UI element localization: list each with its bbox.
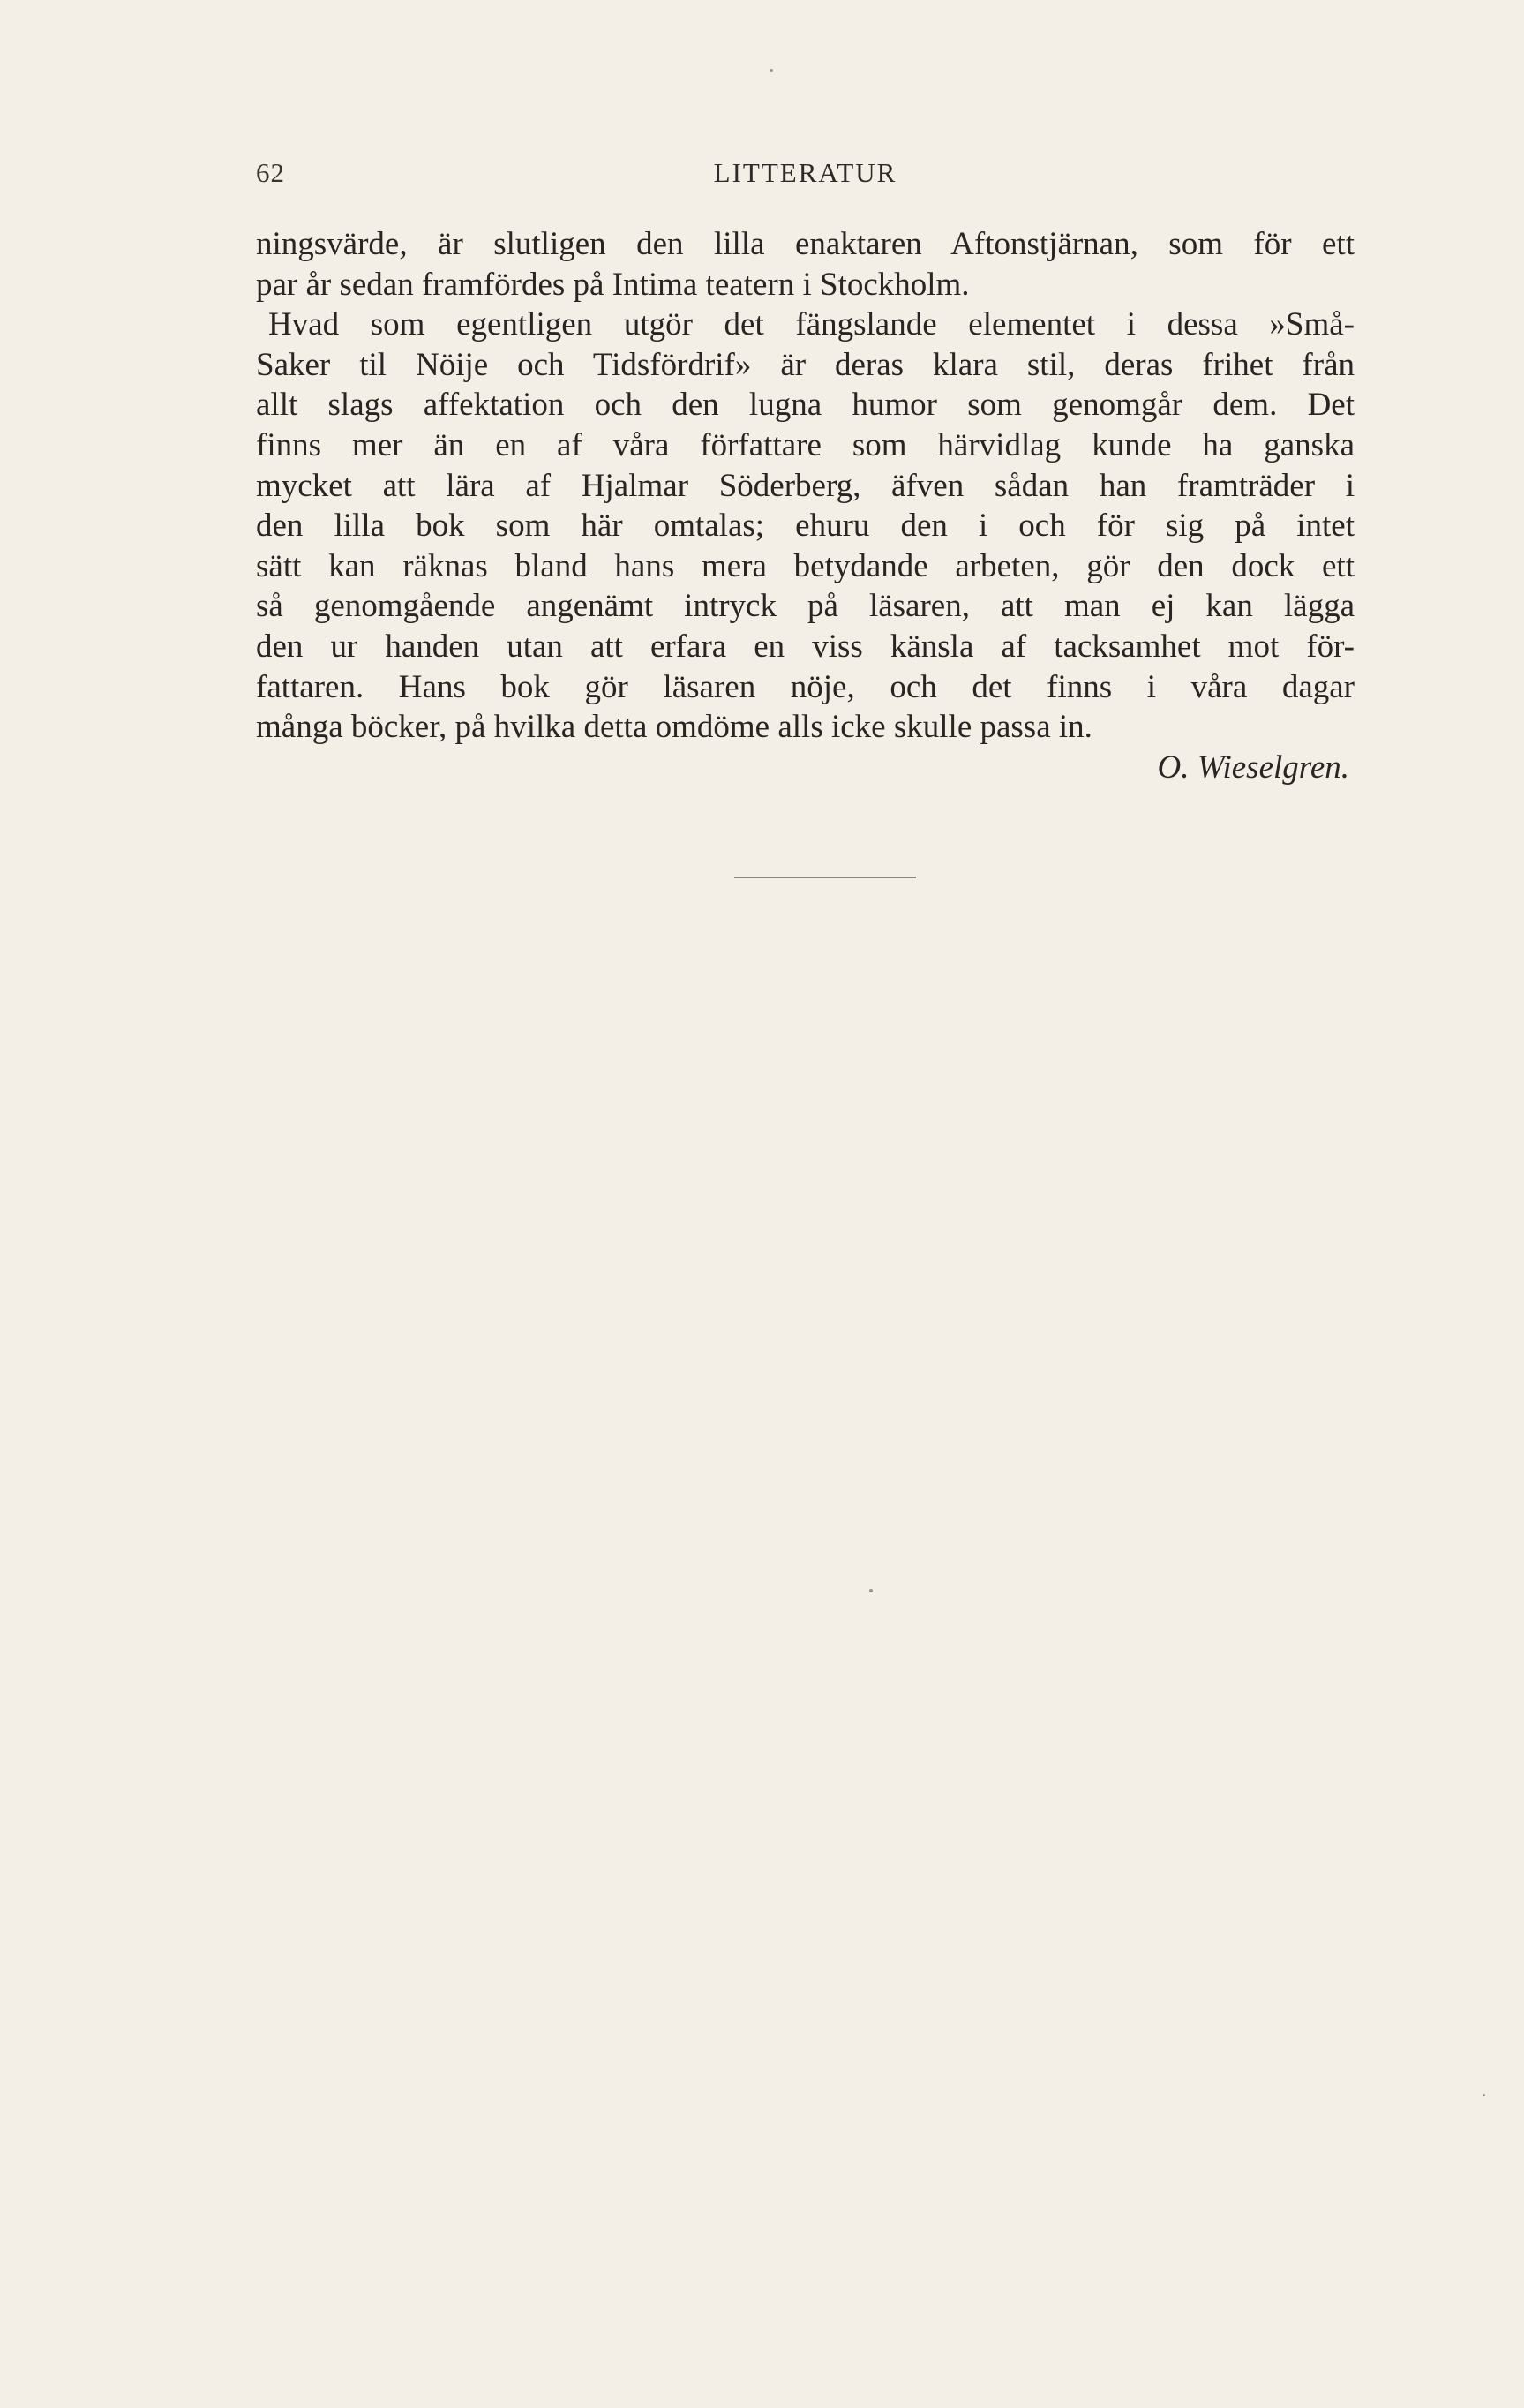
text-line: allt slags affektation och den lugna humor som genomgår dem. Det	[256, 387, 1355, 424]
text-line: så genomgående angenämt intryck på läsaren, att man ej kan lägga	[256, 588, 1355, 625]
text-line: fattaren. Hans bok gör läsaren nöje, och det finns i våra dagar	[256, 668, 1355, 705]
text-line: mycket att lära af Hjalmar Söderberg, äfven sådan han framträder i	[256, 467, 1355, 504]
text-line: många böcker, på hvilka detta omdöme alls icke skulle passa in.	[256, 709, 1092, 746]
paper-speck	[869, 1589, 873, 1592]
running-title: LITTERATUR	[713, 157, 897, 188]
text-line: ningsvärde, är slutligen den lilla enaktaren Aftonstjärnan, som för ett	[256, 226, 1355, 262]
page-header	[256, 157, 1355, 198]
page-number: 62	[256, 157, 285, 188]
text-line: den lilla bok som här omtalas; ehuru den i och för sig på intet	[256, 508, 1355, 545]
article-body	[256, 224, 1355, 787]
text-line: sätt kan räknas bland hans mera betydande arbeten, gör den dock ett	[256, 547, 1355, 584]
text-line: Hvad som egentligen utgör det fängslande elementet i dessa »Små-	[268, 306, 1355, 343]
paper-speck	[770, 69, 773, 72]
paper-speck	[1483, 2094, 1485, 2096]
text-line: Saker til Nöije och Tidsfördrif» är deras klara stil, deras frihet från	[256, 346, 1355, 383]
text-line: finns mer än en af våra författare som härvidlag kunde ha ganska	[256, 426, 1355, 463]
section-divider	[734, 877, 916, 878]
text-line: den ur handen utan att erfara en viss känsla af tacksamhet mot för-	[256, 628, 1355, 665]
author-signature: O. Wieselgren.	[1157, 749, 1349, 786]
text-line: par år sedan framfördes på Intima teatern i Stockholm.	[256, 266, 970, 303]
